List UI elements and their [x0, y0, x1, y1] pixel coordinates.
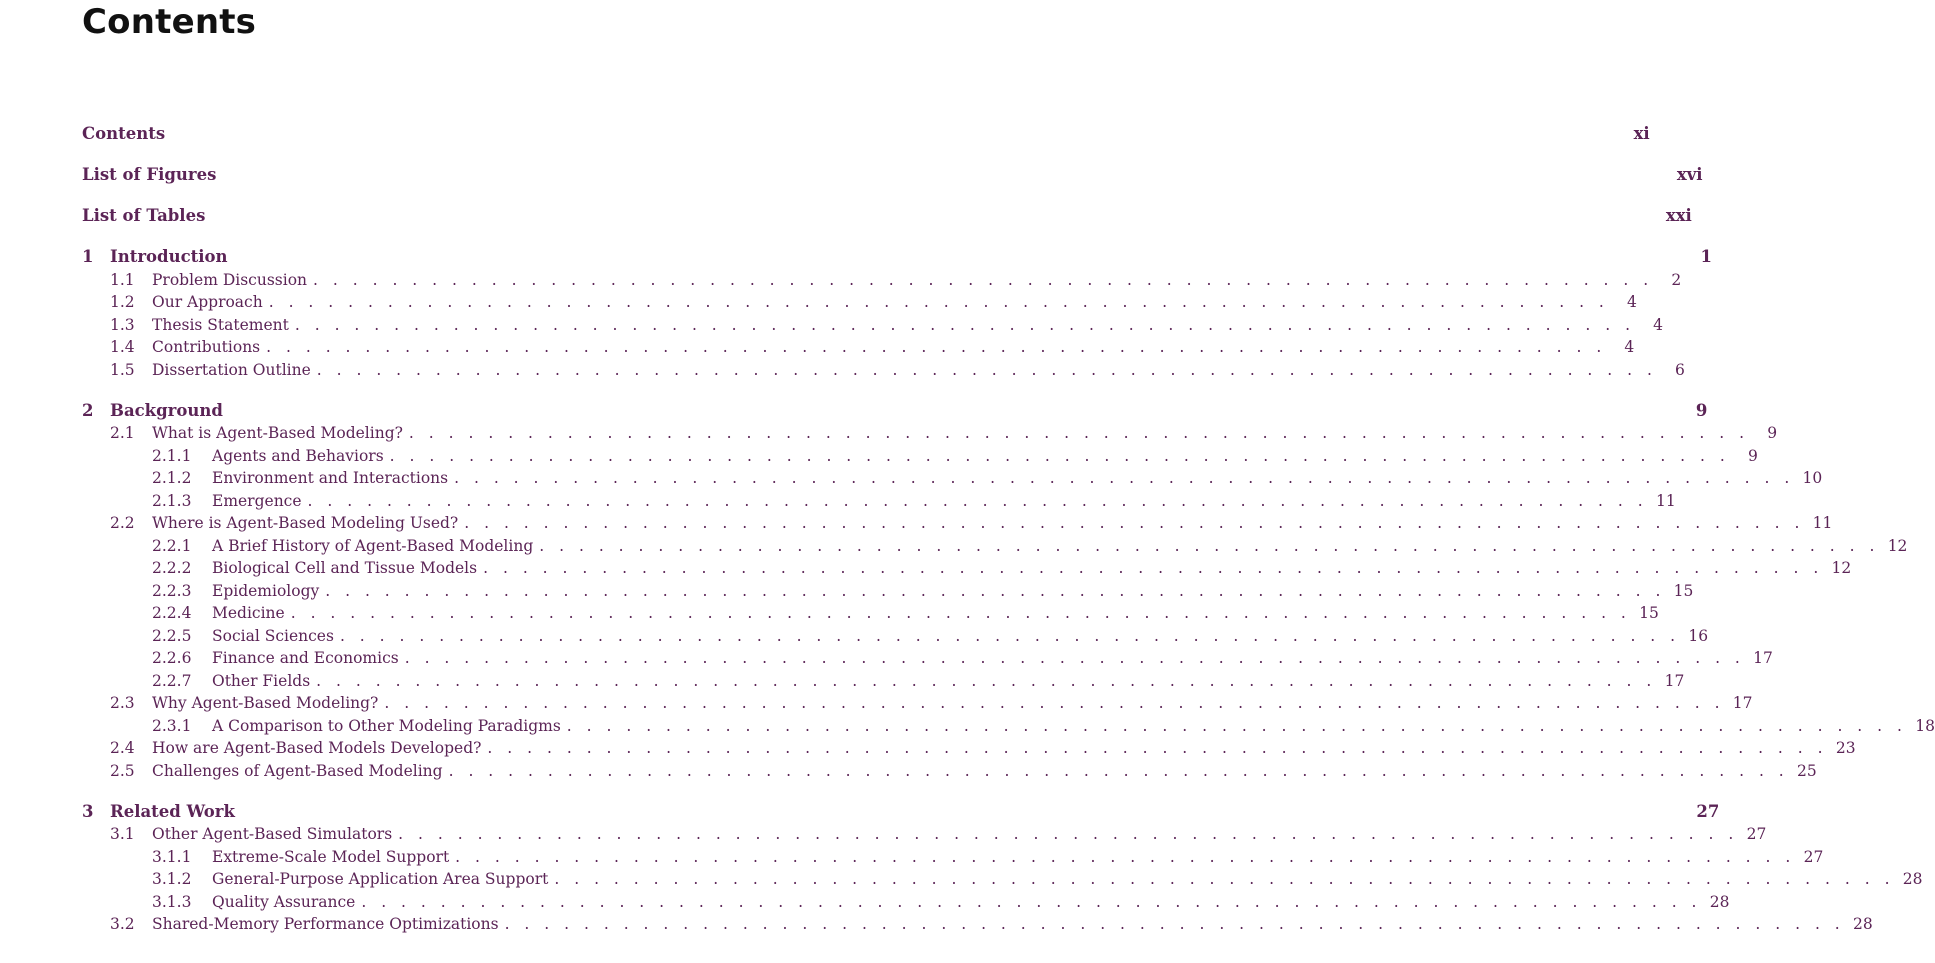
toc-entry-title: Agents and Behaviors — [212, 447, 384, 465]
toc-chapter-entry[interactable] — [82, 206, 1692, 226]
dot-leader: . . . . . . . . . . . . . . . . . . . . . . . . . . . . . . . . . . . . . . . . . . . . . . . . . . . . . . . . . . . . . . . . . . . . — [316, 361, 1657, 379]
toc-entry-title: Extreme-Scale Model Support — [212, 848, 450, 866]
toc-entry-title: Our Approach — [152, 293, 263, 311]
toc-subsection-entry[interactable] — [82, 869, 1923, 889]
toc-entry-page: 16 — [1688, 627, 1709, 645]
toc-entry-title: Thesis Statement — [152, 316, 289, 334]
toc-chapter-entry[interactable] — [82, 124, 1650, 144]
toc-entry-title: Medicine — [212, 604, 285, 622]
toc-entry-title: List of Tables — [82, 206, 206, 225]
dot-leader: . . . . . . . . . . . . . . . . . . . . . . . . . . . . . . . . . . . . . . . . . . . . . . . . . . . . . . . . . . . . . . . . . . . . — [398, 825, 1739, 843]
dot-leader: . . . . . . . . . . . . . . . . . . . . . . . . . . . . . . . . . . . . . . . . . . . . . . . . . . . . . . . . . . . . . . . . . . . . — [294, 316, 1636, 334]
toc-entry-page: 9 — [1767, 424, 1778, 442]
toc-entry-number: 1 — [82, 247, 94, 266]
dot-leader: . . . . . . . . . . . . . . . . . . . . . . . . . . . . . . . . . . . . . . . . . . . . . . . . . . . . . . . . . . . . . . . . . . . . — [464, 514, 1805, 532]
dot-leader: . . . . . . . . . . . . . . . . . . . . . . . . . . . . . . . . . . . . . . . . . . . . . . . . . . . . . . . . . . . . . . . . . . . . — [539, 537, 1880, 555]
toc-entry-title: List of Figures — [82, 165, 217, 184]
toc-entry-number: 2.2.4 — [152, 604, 192, 622]
toc-entry-number: 3 — [82, 802, 94, 821]
table-of-contents — [82, 0, 1935, 963]
dot-leader: . . . . . . . . . . . . . . . . . . . . . . . . . . . . . . . . . . . . . . . . . . . . . . . . . . . . . . . . . . . . . . . . . . . . — [339, 627, 1681, 645]
toc-subsection-entry[interactable] — [82, 892, 1730, 912]
toc-entry-page: 15 — [1639, 604, 1659, 622]
toc-entry-page: 28 — [1902, 870, 1923, 888]
toc-entry-number: 1.5 — [110, 361, 135, 379]
toc-section-entry[interactable] — [82, 315, 1664, 335]
toc-entry-page: 17 — [1732, 694, 1753, 712]
dot-leader: . . . . . . . . . . . . . . . . . . . . . . . . . . . . . . . . . . . . . . . . . . . . . . . . . . . . . . . . . . . . . . . . . . . . — [566, 717, 1907, 735]
dot-leader: . . . . . . . . . . . . . . . . . . . . . . . . . . . . . . . . . . . . . . . . . . . . . . . . . . . . . . . . . . . . . . . . . . . . — [316, 672, 1657, 690]
toc-entry-page: 18 — [1915, 717, 1935, 735]
toc-entry-page: xvi — [1676, 165, 1703, 184]
toc-section-entry[interactable] — [82, 693, 1753, 713]
toc-subsection-entry[interactable] — [82, 626, 1709, 646]
dot-leader: . . . . . . . . . . . . . . . . . . . . . . . . . . . . . . . . . . . . . . . . . . . . . . . . . . . . . . . . . . . . . . . . . . . . — [404, 649, 1745, 667]
toc-entry-title: General-Purpose Application Area Support — [212, 870, 549, 888]
toc-entry-page: 10 — [1802, 469, 1823, 487]
toc-subsection-entry[interactable] — [82, 446, 1758, 466]
toc-subsection-entry[interactable] — [82, 491, 1676, 511]
toc-entry-number: 2.2 — [110, 514, 135, 532]
toc-entry-number: 1.3 — [110, 316, 135, 334]
toc-subsection-entry[interactable] — [82, 648, 1773, 668]
toc-entry-page: 17 — [1753, 649, 1773, 667]
toc-entry-page: 17 — [1664, 672, 1685, 690]
toc-chapter-entry[interactable] — [82, 165, 1703, 185]
toc-entry-title: Contents — [82, 124, 166, 143]
toc-entry-title: What is Agent-Based Modeling? — [152, 424, 403, 442]
toc-entry-title: Social Sciences — [212, 627, 334, 645]
toc-entry-number: 3.1.1 — [152, 848, 192, 866]
toc-chapter-entry[interactable] — [82, 247, 1713, 267]
toc-subsection-entry[interactable] — [82, 671, 1685, 691]
toc-entry-page: 12 — [1887, 537, 1908, 555]
toc-entry-number: 2.1.3 — [152, 492, 192, 510]
dot-leader: . . . . . . . . . . . . . . . . . . . . . . . . . . . . . . . . . . . . . . . . . . . . . . . . . . . . . . . . . . . . . . . . . . . . — [307, 492, 1648, 510]
toc-entry-title: A Comparison to Other Modeling Paradigms — [212, 717, 561, 735]
toc-chapter-entry[interactable] — [82, 802, 1720, 822]
toc-entry-title: Other Agent-Based Simulators — [152, 825, 393, 843]
toc-subsection-entry[interactable] — [82, 558, 1852, 578]
toc-entry-number: 3.1.3 — [152, 893, 192, 911]
dot-leader: . . . . . . . . . . . . . . . . . . . . . . . . . . . . . . . . . . . . . . . . . . . . . . . . . . . . . . . . . . . . . . . . . . . . — [454, 469, 1795, 487]
toc-entry-number: 2.3.1 — [152, 717, 192, 735]
toc-entry-page: 28 — [1853, 915, 1873, 933]
dot-leader: . . . . . . . . . . . . . . . . . . . . . . . . . . . . . . . . . . . . . . . . . . . . . . . . . . . . . . . . . . . . . . . . . . . . — [384, 694, 1725, 712]
dot-leader: . . . . . . . . . . . . . . . . . . . . . . . . . . . . . . . . . . . . . . . . . . . . . . . . . . . . . . . . . . . . . . . . . . . . — [483, 559, 1824, 577]
dot-leader: . . . . . . . . . . . . . . . . . . . . . . . . . . . . . . . . . . . . . . . . . . . . . . . . . . . . . . . . . . . . . . . . . . . . — [487, 739, 1828, 757]
toc-entry-page: 6 — [1675, 361, 1685, 379]
toc-entry-number: 2.1.2 — [152, 469, 192, 487]
toc-entry-page: 12 — [1831, 559, 1852, 577]
toc-entry-page: 1 — [1700, 247, 1713, 266]
toc-entry-page: 4 — [1653, 316, 1664, 334]
toc-section-entry[interactable] — [82, 738, 1856, 758]
dot-leader: . . . . . . . . . . . . . . . . . . . . . . . . . . . . . . . . . . . . . . . . . . . . . . . . . . . . . . . . . . . . . . . . . . . . — [448, 762, 1789, 780]
toc-subsection-entry[interactable] — [82, 581, 1694, 601]
toc-entry-title: Emergence — [212, 492, 302, 510]
toc-entry-title: Quality Assurance — [212, 893, 356, 911]
toc-entry-page: 4 — [1627, 293, 1637, 311]
toc-subsection-entry[interactable] — [82, 716, 1935, 736]
dot-leader: . . . . . . . . . . . . . . . . . . . . . . . . . . . . . . . . . . . . . . . . . . . . . . . . . . . . . . . . . . . . . . . . . . . . — [361, 893, 1702, 911]
toc-entry-number: 2.1.1 — [152, 447, 192, 465]
dot-leader: . . . . . . . . . . . . . . . . . . . . . . . . . . . . . . . . . . . . . . . . . . . . . . . . . . . . . . . . . . . . . . . . . . . . — [313, 271, 1654, 289]
toc-section-entry[interactable] — [82, 824, 1767, 844]
toc-subsection-entry[interactable] — [82, 603, 1659, 623]
toc-entry-number: 2.2.3 — [152, 582, 192, 600]
toc-entry-page: xxi — [1665, 206, 1692, 225]
toc-entry-number: 2.2.2 — [152, 559, 192, 577]
dot-leader: . . . . . . . . . . . . . . . . . . . . . . . . . . . . . . . . . . . . . . . . . . . . . . . . . . . . . . . . . . . . . . . . . . . . — [554, 870, 1895, 888]
toc-entry-page: 4 — [1624, 338, 1635, 356]
toc-entry-page: 9 — [1747, 447, 1758, 465]
toc-entry-page: 15 — [1673, 582, 1694, 600]
toc-section-entry[interactable] — [82, 292, 1637, 312]
dot-leader: . . . . . . . . . . . . . . . . . . . . . . . . . . . . . . . . . . . . . . . . . . . . . . . . . . . . . . . . . . . . . . . . . . . . — [266, 338, 1607, 356]
toc-entry-number: 3.2 — [110, 915, 135, 933]
dot-leader: . . . . . . . . . . . . . . . . . . . . . . . . . . . . . . . . . . . . . . . . . . . . . . . . . . . . . . . . . . . . . . . . . . . . — [290, 604, 1631, 622]
toc-entry-title: Shared-Memory Performance Optimizations — [152, 915, 499, 933]
dot-leader: . . . . . . . . . . . . . . . . . . . . . . . . . . . . . . . . . . . . . . . . . . . . . . . . . . . . . . . . . . . . . . . . . . . . — [455, 848, 1796, 866]
toc-entry-number: 2.4 — [110, 739, 135, 757]
toc-entry-title: Dissertation Outline — [152, 361, 311, 379]
toc-subsection-entry[interactable] — [82, 468, 1823, 488]
toc-entry-title: Challenges of Agent-Based Modeling — [152, 762, 443, 780]
toc-entry-page: 23 — [1835, 739, 1856, 757]
toc-entry-title: Related Work — [110, 802, 235, 821]
toc-entry-number: 2.2.7 — [152, 672, 192, 690]
page-title: Contents — [82, 2, 257, 42]
toc-chapter-entry[interactable] — [82, 401, 1708, 421]
toc-section-entry[interactable] — [82, 423, 1778, 443]
toc-section-entry[interactable] — [82, 337, 1635, 357]
toc-entry-page: 11 — [1812, 514, 1833, 532]
toc-entry-page: xi — [1633, 124, 1650, 143]
dot-leader: . . . . . . . . . . . . . . . . . . . . . . . . . . . . . . . . . . . . . . . . . . . . . . . . . . . . . . . . . . . . . . . . . . . . — [325, 582, 1666, 600]
toc-entry-title: Introduction — [110, 247, 228, 266]
toc-entry-title: Where is Agent-Based Modeling Used? — [152, 514, 459, 532]
toc-entry-page: 28 — [1709, 893, 1730, 911]
toc-entry-title: Problem Discussion — [152, 271, 308, 289]
toc-entry-number: 3.1.2 — [152, 870, 192, 888]
toc-entry-number: 2 — [82, 401, 94, 420]
toc-entry-number: 2.3 — [110, 694, 135, 712]
toc-entry-page: 27 — [1746, 825, 1767, 843]
toc-entry-page: 2 — [1671, 271, 1682, 289]
dot-leader: . . . . . . . . . . . . . . . . . . . . . . . . . . . . . . . . . . . . . . . . . . . . . . . . . . . . . . . . . . . . . . . . . . . . — [504, 915, 1845, 933]
dot-leader: . . . . . . . . . . . . . . . . . . . . . . . . . . . . . . . . . . . . . . . . . . . . . . . . . . . . . . . . . . . . . . . . . . . . — [408, 424, 1750, 442]
dot-leader: . . . . . . . . . . . . . . . . . . . . . . . . . . . . . . . . . . . . . . . . . . . . . . . . . . . . . . . . . . . . . . . . . . . . — [268, 293, 1609, 311]
dot-leader: . . . . . . . . . . . . . . . . . . . . . . . . . . . . . . . . . . . . . . . . . . . . . . . . . . . . . . . . . . . . . . . . . . . . — [389, 447, 1730, 465]
toc-entry-title: Biological Cell and Tissue Models — [212, 559, 478, 577]
toc-entry-number: 2.1 — [110, 424, 135, 442]
toc-entry-title: A Brief History of Agent-Based Modeling — [212, 537, 534, 555]
toc-entry-page: 25 — [1797, 762, 1817, 780]
toc-section-entry[interactable] — [82, 513, 1833, 533]
toc-entry-number: 1.2 — [110, 293, 135, 311]
toc-section-entry[interactable] — [82, 270, 1682, 290]
toc-entry-title: Finance and Economics — [212, 649, 399, 667]
toc-entry-number: 3.1 — [110, 825, 135, 843]
toc-entry-number: 1.4 — [110, 338, 135, 356]
toc-subsection-entry[interactable] — [82, 536, 1908, 556]
toc-entry-number: 2.2.5 — [152, 627, 192, 645]
toc-entry-title: Other Fields — [212, 672, 311, 690]
toc-section-entry[interactable] — [82, 914, 1873, 934]
toc-section-entry[interactable] — [82, 360, 1685, 380]
toc-entry-number: 1.1 — [110, 271, 135, 289]
toc-entry-page: 27 — [1803, 848, 1824, 866]
toc-entry-page: 27 — [1696, 802, 1720, 821]
toc-entry-title: Background — [110, 401, 223, 420]
toc-subsection-entry[interactable] — [82, 847, 1824, 867]
toc-entry-page: 11 — [1655, 492, 1676, 510]
toc-entry-title: Environment and Interactions — [212, 469, 449, 487]
toc-entry-page: 9 — [1695, 401, 1708, 420]
toc-section-entry[interactable] — [82, 761, 1817, 781]
toc-entry-title: Contributions — [152, 338, 261, 356]
toc-entry-title: How are Agent-Based Models Developed? — [152, 739, 482, 757]
toc-entry-number: 2.2.1 — [152, 537, 192, 555]
toc-entry-title: Why Agent-Based Modeling? — [152, 694, 379, 712]
toc-entry-number: 2.5 — [110, 762, 135, 780]
toc-entry-title: Epidemiology — [212, 582, 320, 600]
toc-entry-number: 2.2.6 — [152, 649, 192, 667]
